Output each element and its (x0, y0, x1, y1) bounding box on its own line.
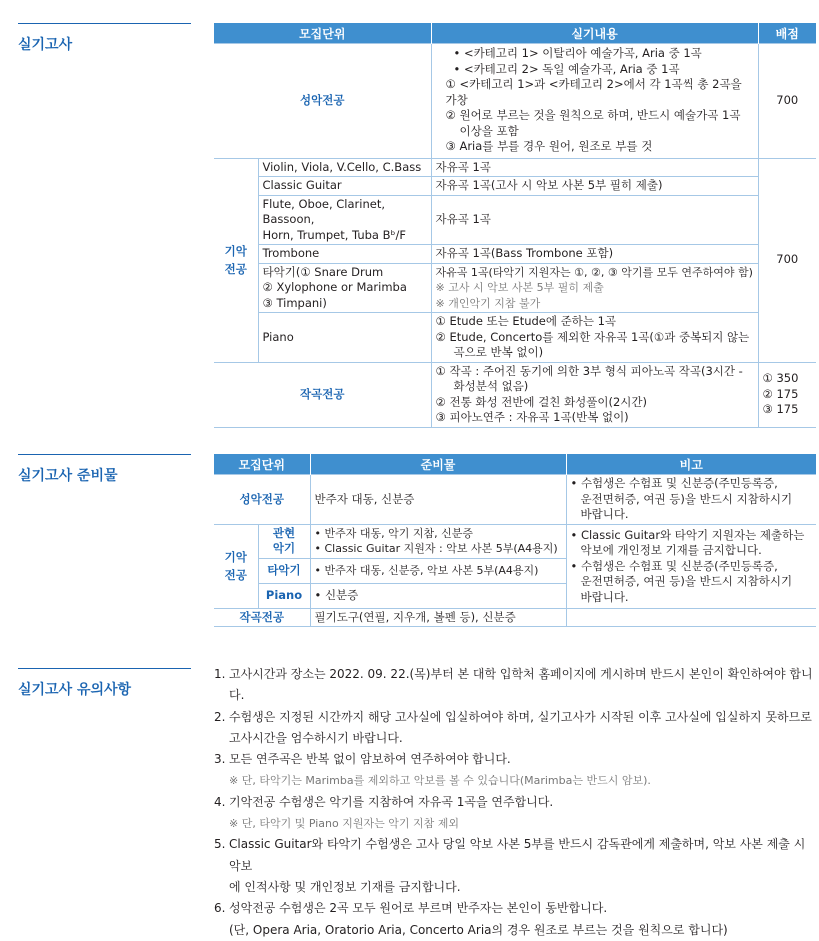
materials-table (214, 454, 816, 627)
list-item (214, 898, 818, 941)
header-content: 실기내용 (431, 23, 758, 44)
header-remarks: 비고 (566, 454, 816, 475)
content-line: 화성분석 없음) (453, 379, 529, 393)
content-line: ② 전통 화성 전반에 걸친 화성풀이(2시간) (435, 394, 648, 409)
item-number: 4. (214, 794, 226, 809)
name-line: Flute, Oboe, Clarinet, Bassoon, (262, 196, 385, 226)
name-line: 타악기(① Snare Drum (262, 264, 384, 279)
item-line: 에 인적사항 및 개인정보 기재를 금지합니다. (229, 879, 461, 894)
instrument-content: 자유곡 1곡 (431, 158, 758, 177)
materials-table-header (214, 454, 816, 475)
materials-remark (566, 608, 816, 627)
unit-vocal: 성악전공 (214, 44, 431, 159)
item-line: 기악전공 수험생은 악기를 지참하여 자유곡 1곡을 연주합니다. (229, 794, 554, 809)
instrument-name (258, 263, 431, 313)
header-items: 준비물 (310, 454, 566, 475)
sub-unit (258, 524, 310, 558)
remark-line: 바랍니다. (580, 589, 629, 604)
score-instrument: 700 (758, 158, 816, 362)
score-line: ① 350 (762, 371, 799, 386)
materials-item: 반주자 대동, 신분증 (310, 475, 566, 525)
instrument-content (431, 313, 758, 363)
section-title-exam: 실기고사 (18, 23, 191, 54)
remark-line: • Classic Guitar와 타악기 지원자는 제출하는 (570, 527, 805, 542)
table-row (214, 177, 816, 196)
table-row (214, 245, 816, 264)
content-line: ② 원어로 부르는 것을 원칙으로 하며, 반드시 예술가곡 1곡 (445, 108, 741, 122)
item-note: ※ 단, 타악기 및 Piano 지원자는 악기 지참 제외 (229, 817, 459, 831)
table-row (214, 263, 816, 313)
unit-composition: 작곡전공 (214, 608, 310, 627)
list-item (214, 664, 818, 707)
list-item (214, 792, 818, 835)
instrument-content: 자유곡 1곡(고사 시 악보 사본 5부 필히 제출) (431, 177, 758, 196)
remark-line: 악보에 개인정보 기재를 금지합니다. (580, 543, 762, 557)
content-line: ① <카테고리 1>과 <카테고리 2>에서 각 1곡씩 총 2곡을 가창 (445, 77, 742, 107)
item-line: • 반주자 대동, 악기 지참, 신분증 (314, 526, 473, 540)
instrument-name (258, 195, 431, 245)
item-line: 모든 연주곡은 반복 없이 암보하여 연주하여야 합니다. (229, 752, 511, 767)
sub-unit: 타악기 (258, 558, 310, 583)
content-line: ③ Aria를 부를 경우 원어, 원조로 부를 것 (445, 139, 653, 153)
vocal-content (431, 44, 758, 159)
name-line: Horn, Trumpet, Tuba Bᵇ/F (262, 227, 406, 242)
name-line: ② Xylophone or Marimba (262, 280, 407, 294)
instrument-name: Piano (258, 313, 431, 363)
materials-item: • 반주자 대동, 신분증, 악보 사본 5부(A4용지) (310, 558, 566, 583)
list-item (214, 749, 818, 792)
unit-label: 기악 (224, 244, 247, 258)
content-line: 이상을 포함 (459, 123, 519, 138)
table-row (214, 524, 816, 558)
unit-instrument (214, 524, 258, 608)
content-line: • <카테고리 1> 이탈리아 예술가곡, Aria 중 1곡 (453, 46, 702, 60)
table-row (214, 195, 816, 245)
unit-instrument (214, 158, 258, 362)
item-note: ※ 단, 타악기는 Marimba를 제외하고 악보를 볼 수 있습니다(Marimba는 반드시 암보). (229, 774, 651, 788)
instrument-content: 자유곡 1곡(Bass Trombone 포함) (431, 245, 758, 264)
item-line: 성악전공 수험생은 2곡 모두 원어로 부르며 반주자는 본인이 동반합니다. (229, 901, 608, 916)
item-number: 2. (214, 709, 226, 724)
table-row (214, 313, 816, 363)
content-line: ① 작곡 : 주어진 동기에 의한 3부 형식 피아노곡 작곡(3시간 - (435, 363, 743, 378)
item-number: 5. (214, 837, 226, 852)
item-line: • Classic Guitar 지원자 : 악보 사본 5부(A4용지) (314, 542, 558, 555)
sub-unit-line: 관현 (272, 525, 296, 540)
item-note: (단, Opera Aria, Oratorio Aria, Concerto Aria의 경우 원조로 부르는 것을 원칙으로 합니다) (229, 922, 728, 937)
materials-item (310, 524, 566, 558)
section-title-notes: 실기고사 유의사항 (18, 668, 191, 699)
unit-composition: 작곡전공 (214, 362, 431, 427)
content-note: ※ 개인악기 지참 불가 (435, 296, 541, 310)
content-line: • <카테고리 2> 독일 예술가곡, Aria 중 1곡 (453, 61, 680, 76)
header-score: 배점 (758, 23, 816, 44)
content-line: ② Etude, Concerto를 제외한 자유곡 1곡(①과 중복되지 않는 (435, 329, 750, 344)
table-row (214, 475, 816, 525)
score-composition (758, 362, 816, 427)
unit-vocal: 성악전공 (214, 475, 310, 525)
instrument-name: Trombone (258, 245, 431, 264)
item-number: 3. (214, 752, 226, 767)
content-note: ※ 고사 시 악보 사본 5부 필히 제출 (435, 281, 604, 294)
header-unit: 모집단위 (214, 454, 310, 475)
table-row (214, 362, 816, 427)
sub-unit: Piano (258, 583, 310, 608)
list-item (214, 834, 818, 898)
content-line: 곡으로 반복 없이) (453, 345, 544, 359)
section-title-materials: 실기고사 준비물 (18, 454, 191, 485)
score-line: ③ 175 (762, 402, 799, 417)
list-item (214, 707, 818, 750)
item-line: 수험생은 지정된 시간까지 해당 고사실에 입실하여야 하며, 실기고사가 시작된 이후 고사실에 입실하지 못하므로 (229, 709, 812, 724)
score-vocal: 700 (758, 44, 816, 159)
materials-remark (566, 524, 816, 608)
unit-label: 전공 (224, 568, 247, 582)
materials-item: • 신분증 (310, 583, 566, 608)
unit-label: 전공 (224, 262, 247, 276)
instrument-name: Classic Guitar (258, 177, 431, 196)
sub-unit-line: 악기 (272, 541, 296, 555)
table-row (214, 44, 816, 159)
instrument-content: 자유곡 1곡 (431, 195, 758, 245)
item-number: 1. (214, 667, 226, 681)
header-unit: 모집단위 (214, 23, 431, 44)
instrument-name: Violin, Viola, V.Cello, C.Bass (258, 158, 431, 177)
table-row (214, 158, 816, 177)
item-line: 고사시간과 장소는 2022. 09. 22.(목)부터 본 대학 입학처 홈페이지에 게시하며 반드시 본인이 확인하여야 합니다. (229, 667, 813, 703)
remark-line: 운전면허증, 여권 등)을 반드시 지참하시기 (580, 574, 793, 588)
notes-list (214, 664, 818, 941)
remark-line: • 수험생은 수험표 및 신분증(주민등록증, (570, 558, 778, 573)
item-line: 고사시간을 엄수하시기 바랍니다. (229, 730, 403, 745)
composition-content (431, 362, 758, 427)
exam-table-header (214, 23, 816, 44)
exam-table (214, 23, 816, 428)
content-line: ③ 피아노연주 : 자유곡 1곡(반복 없이) (435, 410, 629, 424)
name-line: ③ Timpani) (262, 295, 327, 310)
item-number: 6. (214, 901, 226, 916)
remark-line: 운전면허증, 여권 등)을 반드시 지참하시기 (580, 491, 793, 506)
instrument-content (431, 263, 758, 313)
score-line: ② 175 (762, 386, 799, 401)
table-row (214, 608, 816, 627)
materials-remark (566, 475, 816, 525)
item-line: Classic Guitar와 타악기 수험생은 고사 당일 악보 사본 5부를 반드시 감독관에게 제출하며, 악보 사본 제출 시 악보 (229, 837, 806, 873)
materials-item: 필기도구(연필, 지우개, 볼펜 등), 신분증 (310, 608, 566, 627)
content-line: ① Etude 또는 Etude에 준하는 1곡 (435, 314, 617, 328)
remark-line: • 수험생은 수험표 및 신분증(주민등록증, (570, 476, 778, 490)
remark-line: 바랍니다. (580, 507, 629, 521)
unit-label: 기악 (224, 550, 247, 564)
content-line: 자유곡 1곡(타악기 지원자는 ①, ②, ③ 악기를 모두 연주하여야 함) (435, 265, 753, 279)
